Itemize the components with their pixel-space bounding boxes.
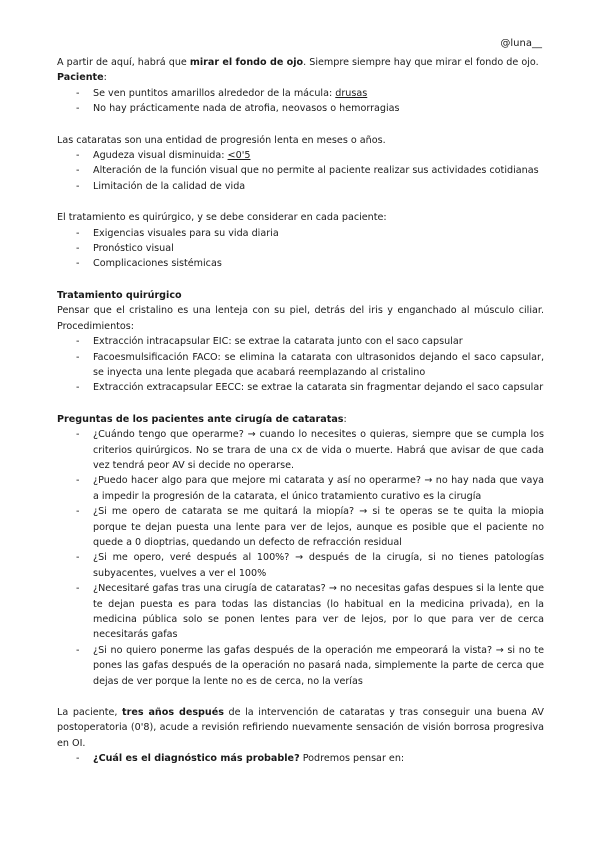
list-item: - Extracción extracapsular EECC: se extrae la catarata sin fragmentar dejando el saco capsular xyxy=(57,380,544,395)
procedures-list xyxy=(57,334,544,396)
list-item: - ¿Si me opero de catarata se me quitará la miopía? → si te operas se te quita la miopia porque te dejan puesta una lente para ver de lejos, aunque es posible que el paciente no quede a 0 dioptrias, quedando un defecto de refracción residual xyxy=(57,504,544,550)
case-emphasis: tres años después xyxy=(122,707,224,719)
author-handle: @luna__ xyxy=(500,38,542,49)
cataracts-intro: Las cataratas son una entidad de progresión lenta en meses o años. xyxy=(57,134,386,146)
list-item: - ¿Cuál es el diagnóstico más probable? Podremos pensar en: xyxy=(57,751,544,766)
list-item: - Complicaciones sistémicas xyxy=(57,256,544,271)
list-item: - Facoesmulsificación FACO: se elimina la catarata con ultrasonidos dejando el saco capsular, se inyecta una lente plegada que acabará reemplazando al cristalino xyxy=(57,350,544,381)
list-item: - No hay prácticamente nada de atrofia, neovasos o hemorragias xyxy=(57,101,544,116)
questions-list xyxy=(57,427,544,689)
list-item: - Extracción intracapsular EIC: se extrae la catarata junto con el saco capsular xyxy=(57,334,544,349)
patient-heading: Paciente: xyxy=(57,72,107,84)
list-item: - Se ven puntitos amarillos alrededor de la mácula: drusas xyxy=(57,86,544,101)
list-item: - ¿Cuándo tengo que operarme? → cuando lo necesites o quieras, siempre que se cumpla los criterios quirúrgicos. No se trara de una cx de vida o muerte. Habrá que avisar de que cada vez tendrá peor AV si decide no operarse. xyxy=(57,427,544,473)
diagnosis-question: ¿Cuál es el diagnóstico más probable? xyxy=(93,753,300,765)
intro-paragraph: A partir de aquí, habrá que mirar el fondo de ojo. Siempre siempre hay que mirar el fondo de ojo. xyxy=(57,57,539,68)
questions-title: Preguntas de los pacientes ante cirugía de cataratas: xyxy=(57,413,347,425)
list-item: - ¿Puedo hacer algo para que mejore mi catarata y así no operarme? → no hay nada que vaya a impedir la progresión de la catarata, el único tratamiento curativo es la cirugía xyxy=(57,473,544,504)
visual-acuity-threshold: <0'5 xyxy=(227,150,251,162)
list-item: - ¿Si me opero, veré después al 100%? → después de la cirugía, si no tienes patologías subyacentes, vuelves a ver el 100% xyxy=(57,550,544,581)
surgical-title: Tratamiento quirúrgico xyxy=(57,289,182,301)
cataracts-list xyxy=(57,148,544,194)
list-item: - Exigencias visuales para su vida diaria xyxy=(57,226,544,241)
list-item: - ¿Necesitaré gafas tras una cirugía de cataratas? → no necesitas gafas despues si la lente que te dejan puesta es para todas las distancias (lo habitual en la medicina privada), en la medicina pública solo se ponen lentes para ver de lejos, por lo que para ver de cerca necesitarás gafas xyxy=(57,581,544,643)
patient-list xyxy=(57,86,544,117)
treatment-list xyxy=(57,226,544,272)
list-item: - Pronóstico visual xyxy=(57,241,544,256)
list-item: - ¿Si no quiero ponerme las gafas después de la operación me empeorará la vista? → si no te pones las gafas después de la operación no pasará nada, simplemente la parte de cerca que dejas de ver porque la lente no es de cerca, no la verías xyxy=(57,643,544,689)
surgical-intro: Pensar que el cristalino es una lenteja con su piel, detrás del iris y enganchado al músculo ciliar. Procedimientos: xyxy=(57,305,544,332)
case-paragraph: La paciente, tres años después de la intervención de cataratas y tras conseguir una buena AV postoperatoria (0'8), acude a revisión refiriendo nuevamente sensación de visión borrosa progresiva en OI. xyxy=(57,707,544,749)
document-body xyxy=(57,55,544,767)
list-item: - Alteración de la función visual que no permite al paciente realizar sus actividades cotidianas xyxy=(57,163,544,178)
treatment-intro: El tratamiento es quirúrgico, y se debe considerar en cada paciente: xyxy=(57,212,387,224)
case-list xyxy=(57,751,544,766)
drusas-term: drusas xyxy=(335,87,368,99)
list-item: - Limitación de la calidad de vida xyxy=(57,179,544,194)
list-item: - Agudeza visual disminuida: <0'5 xyxy=(57,148,544,163)
intro-emphasis: mirar el fondo de ojo xyxy=(189,57,304,68)
